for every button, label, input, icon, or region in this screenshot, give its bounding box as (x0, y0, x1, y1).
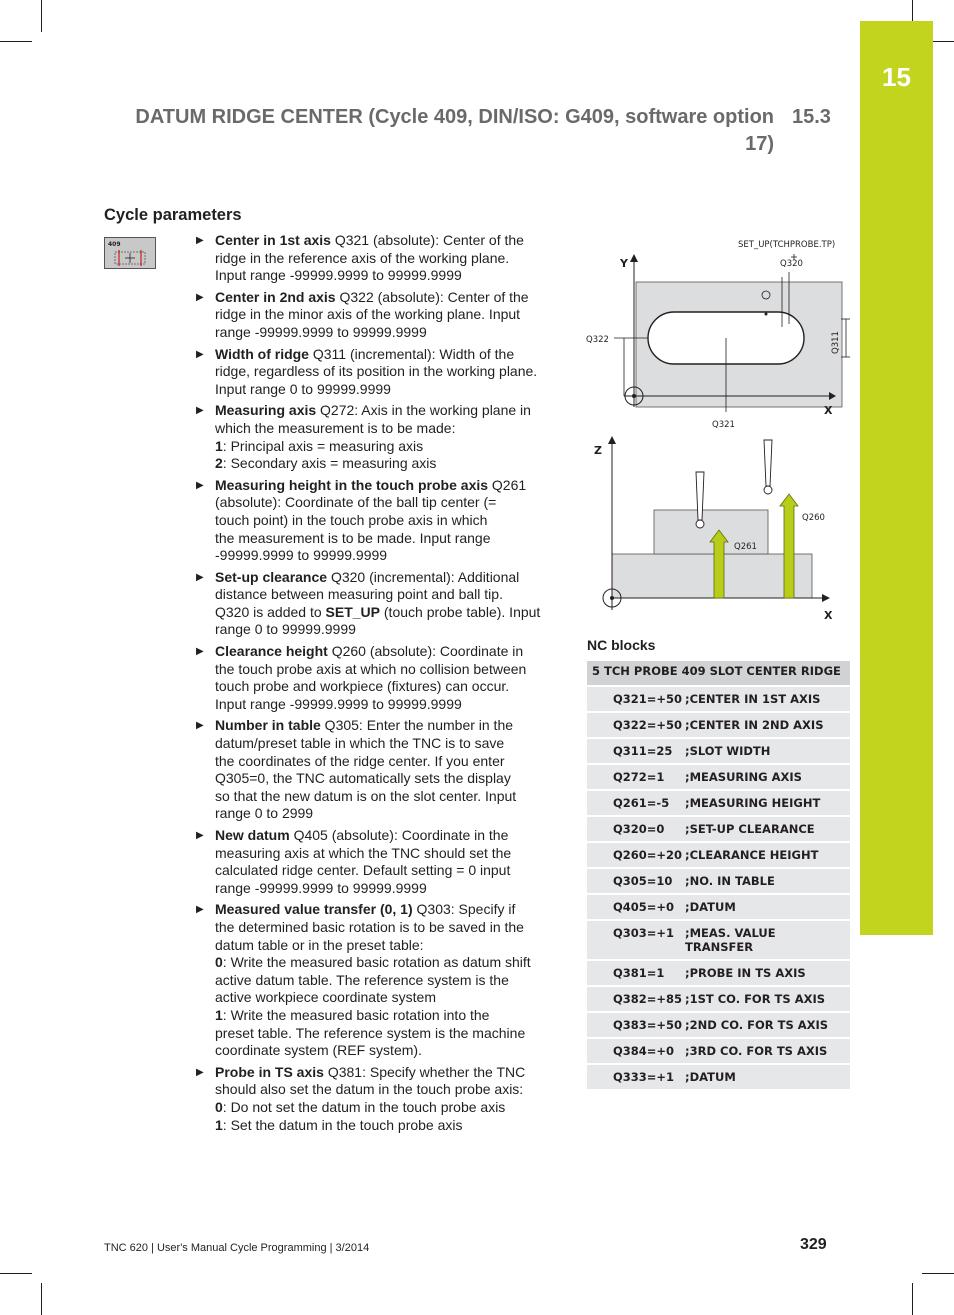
parameter-name: New datum (215, 827, 290, 843)
softkey-label: 409 (108, 241, 121, 248)
parameter-name: Probe in TS axis (215, 1063, 324, 1080)
parameter-item (196, 1064, 558, 1134)
parameter-text: Q311 (incremental): Width of the (308, 345, 515, 362)
parameter-text: Q305: Enter the number in the (320, 717, 514, 734)
nc-block-comment: ;PROBE IN TS AXIS (685, 960, 850, 986)
option-key: 0 (215, 954, 223, 971)
nc-block-code: Q382=+85 (587, 986, 685, 1012)
parameter-text: touch probe and workpiece (fixtures) can occur. (215, 678, 510, 695)
nc-block-code: Q272=1 (587, 764, 685, 790)
nc-blocks-heading: NC blocks (587, 637, 656, 653)
nc-block-row (587, 1038, 850, 1064)
parameter-text: datum table or in the preset table: (215, 936, 424, 953)
nc-block-row (587, 842, 850, 868)
nc-block-comment: ;CLEARANCE HEIGHT (685, 842, 850, 868)
option-key: 0 (215, 1098, 223, 1115)
nc-block-row (587, 764, 850, 790)
top-view (586, 240, 850, 430)
nc-block-code: Q381=1 (587, 960, 685, 986)
section-number: 15.3 (792, 106, 831, 128)
cycle-diagram (586, 232, 866, 627)
nc-block-code: Q303=+1 (587, 920, 685, 960)
q261-label: Q261 (734, 542, 757, 552)
parameter-item (196, 289, 558, 342)
crop-mark (0, 41, 32, 42)
parameter-text: range -99999.9999 to 99999.9999 (215, 879, 427, 896)
probe-stylus-high (764, 440, 772, 486)
q311-label: Q311 (831, 331, 841, 354)
nc-block-comment: ;3RD CO. FOR TS AXIS (685, 1038, 850, 1064)
crop-mark (41, 1283, 42, 1315)
parameter-text: touch point) in the touch probe axis in which (215, 511, 488, 528)
parameter-item (196, 901, 558, 1059)
parameter-text: Q272: Axis in the working plane in (316, 402, 531, 419)
page-number: 329 (800, 1236, 827, 1253)
parameter-text: measuring axis at which the TNC should set the (215, 844, 512, 861)
option-key: 1 (215, 1006, 223, 1023)
parameter-item (196, 827, 558, 897)
side-axis-z: Z (594, 444, 602, 457)
nc-block-comment: ;SET-UP CLEARANCE (685, 816, 850, 842)
parameter-item (196, 346, 558, 399)
parameter-text: -99999.9999 to 99999.9999 (215, 547, 388, 564)
crop-mark (0, 1273, 32, 1274)
option-key: 1 (215, 1116, 223, 1133)
parameter-list (196, 232, 558, 1138)
side-axis-x: X (824, 609, 833, 622)
parameter-text: Input range 0 to 99999.9999 (215, 380, 391, 397)
nc-block-row (587, 790, 850, 816)
parameter-text: Q321 (absolute): Center of the (330, 232, 524, 248)
nc-block-code: Q384=+0 (587, 1038, 685, 1064)
parameter-text: range 0 to 2999 (215, 805, 314, 822)
nc-block-comment: ;2ND CO. FOR TS AXIS (685, 1012, 850, 1038)
parameter-text: (absolute): Coordinate of the ball tip center (= (215, 494, 497, 511)
parameter-text: ridge, regardless of its position in the working plane. (215, 363, 538, 380)
parameter-text: Q322 (absolute): Center of the (335, 288, 529, 305)
parameter-text: the measurement is to be made. Input range (215, 529, 491, 546)
parameter-text: range -99999.9999 to 99999.9999 (215, 323, 427, 340)
nc-block-row (587, 1012, 850, 1038)
parameter-text: ridge in the minor axis of the working plane. Input (215, 306, 521, 323)
parameter-name: Measuring axis (215, 402, 317, 419)
section-heading: Cycle parameters (104, 206, 242, 224)
nc-block-row (587, 868, 850, 894)
parameter-text: which the measurement is to be made: (215, 419, 456, 436)
parameter-text: calculated ridge center. Default setting = 0 input (215, 862, 511, 879)
parameter-text: Q405 (absolute): Coordinate in the (289, 827, 509, 843)
parameter-name: Measuring height in the touch probe axis (215, 476, 489, 493)
nc-block-comment: ;CENTER IN 2ND AXIS (685, 712, 850, 738)
nc-block-comment: ;MEAS. VALUE TRANSFER (685, 920, 850, 960)
option-text: preset table. The reference system is the machine (215, 1024, 526, 1041)
page-title-line1: DATUM RIDGE CENTER (Cycle 409, DIN/ISO: G409, software option (135, 106, 774, 128)
nc-block-code: Q305=10 (587, 868, 685, 894)
parameter-text: Input range -99999.9999 to 99999.9999 (215, 267, 462, 284)
parameter-name: Clearance height (215, 643, 328, 660)
option-key: 1 (215, 437, 223, 454)
nc-block-code: Q383=+50 (587, 1012, 685, 1038)
parameter-text: (touch probe table). Input (380, 603, 541, 620)
option-text: : Set the datum in the touch probe axis (222, 1116, 463, 1133)
option-text: : Secondary axis = measuring axis (222, 455, 437, 472)
nc-block-comment: ;MEASURING HEIGHT (685, 790, 850, 816)
parameter-text: range 0 to 99999.9999 (215, 621, 356, 638)
softkey-graphic (105, 238, 155, 268)
crop-mark (41, 0, 42, 32)
nc-block-code: Q321=+50 (587, 686, 685, 712)
side-view (594, 436, 833, 622)
parameter-item (196, 402, 558, 472)
option-text: : Do not set the datum in the touch probe axis (222, 1098, 506, 1115)
nc-block-comment: ;CENTER IN 1ST AXIS (685, 686, 850, 712)
option-text: active datum table. The reference system is the (215, 971, 509, 988)
parameter-text: Q320 is added to (215, 603, 326, 620)
parameter-text: Q260 (absolute): Coordinate in (327, 643, 524, 660)
option-text: : Write the measured basic rotation as datum shift (222, 954, 531, 971)
parameter-text: Q303: Specify if (412, 901, 516, 918)
parameter-text: Input range -99999.9999 to 99999.9999 (215, 695, 462, 712)
page-title-line2: 17) (745, 133, 774, 155)
nc-block-comment: ;DATUM (685, 894, 850, 920)
nc-block-code: Q320=0 (587, 816, 685, 842)
parameter-text: so that the new datum is on the slot center. Input (215, 787, 517, 804)
q321-label: Q321 (712, 420, 735, 430)
parameter-name: Measured value transfer (0, 1) (215, 901, 413, 918)
nc-block-row (587, 712, 850, 738)
parameter-text: the determined basic rotation is to be saved in the (215, 918, 524, 935)
parameter-item (196, 477, 558, 565)
parameter-text: datum/preset table in which the TNC is to save (215, 735, 505, 752)
nc-block-comment: ;MEASURING AXIS (685, 764, 850, 790)
crop-mark (912, 1283, 913, 1315)
option-text: : Write the measured basic rotation into the (222, 1006, 490, 1023)
nc-block-code: Q322=+50 (587, 712, 685, 738)
parameter-item (196, 569, 558, 639)
parameter-item (196, 643, 558, 713)
q260-label: Q260 (802, 513, 825, 523)
nc-block-row (587, 686, 850, 712)
nc-block-row (587, 920, 850, 960)
nc-block-row (587, 986, 850, 1012)
parameter-text: the coordinates of the ridge center. If you enter (215, 752, 505, 769)
nc-block-comment: ;NO. IN TABLE (685, 868, 850, 894)
parameter-name: Center in 1st axis (215, 232, 331, 248)
parameter-text: ridge in the reference axis of the working plane. (215, 249, 510, 266)
nc-block-row (587, 738, 850, 764)
page-title (118, 104, 774, 158)
parameter-name: Width of ridge (215, 345, 309, 362)
nc-block-code: Q311=25 (587, 738, 685, 764)
nc-block-row (587, 960, 850, 986)
parameter-text: the touch probe axis at which no collision between (215, 660, 527, 677)
parameter-text: distance between measuring point and ball tip. (215, 586, 503, 603)
cycle-softkey-icon (104, 237, 156, 269)
parameter-name: Set-up clearance (215, 568, 328, 585)
option-key: 2 (215, 455, 223, 472)
nc-block-comment: ;DATUM (685, 1064, 850, 1090)
crop-mark (922, 1273, 954, 1274)
q322-label: Q322 (586, 335, 609, 345)
nc-block-code: Q333=+1 (587, 1064, 685, 1090)
parameter-item (196, 717, 558, 823)
option-text: coordinate system (REF system). (215, 1042, 422, 1059)
nc-block-row (587, 1064, 850, 1090)
parameter-name: Center in 2nd axis (215, 288, 336, 305)
parameter-text: Q381: Specify whether the TNC (323, 1063, 526, 1080)
chapter-number: 15 (882, 62, 911, 92)
parameter-text: Q320 (incremental): Additional (327, 568, 520, 585)
parameter-name: Number in table (215, 717, 321, 734)
parameter-text: Q305=0, the TNC automatically sets the display (215, 770, 511, 787)
parameter-keyword: SET_UP (325, 603, 380, 620)
parameter-text: should also set the datum in the touch probe axis: (215, 1081, 524, 1098)
nc-block-row (587, 816, 850, 842)
top-axis-y: Y (620, 257, 628, 270)
nc-block-header-row (587, 661, 850, 686)
nc-block-row (587, 894, 850, 920)
parameter-item (196, 232, 558, 285)
chapter-tab (860, 21, 933, 935)
nc-block-comment: ;SLOT WIDTH (685, 738, 850, 764)
nc-block-code: Q260=+20 (587, 842, 685, 868)
parameter-text: Q261 (488, 476, 527, 493)
nc-block-comment: ;1ST CO. FOR TS AXIS (685, 986, 850, 1012)
nc-block-code: Q261=-5 (587, 790, 685, 816)
nc-block-code: Q405=+0 (587, 894, 685, 920)
q320-label: Q320 (780, 259, 803, 269)
option-text: : Principal axis = measuring axis (222, 437, 424, 454)
nc-blocks-table (587, 661, 850, 1091)
nc-block-first: 5 TCH PROBE 409 SLOT CENTER RIDGE (587, 661, 850, 686)
option-text: active workpiece coordinate system (215, 989, 436, 1006)
top-axis-x: X (824, 404, 833, 417)
setup-label: SET_UP(TCHPROBE.TP) (738, 240, 836, 250)
footer-text: TNC 620 | User's Manual Cycle Programming | 3/2014 (104, 1242, 370, 1254)
